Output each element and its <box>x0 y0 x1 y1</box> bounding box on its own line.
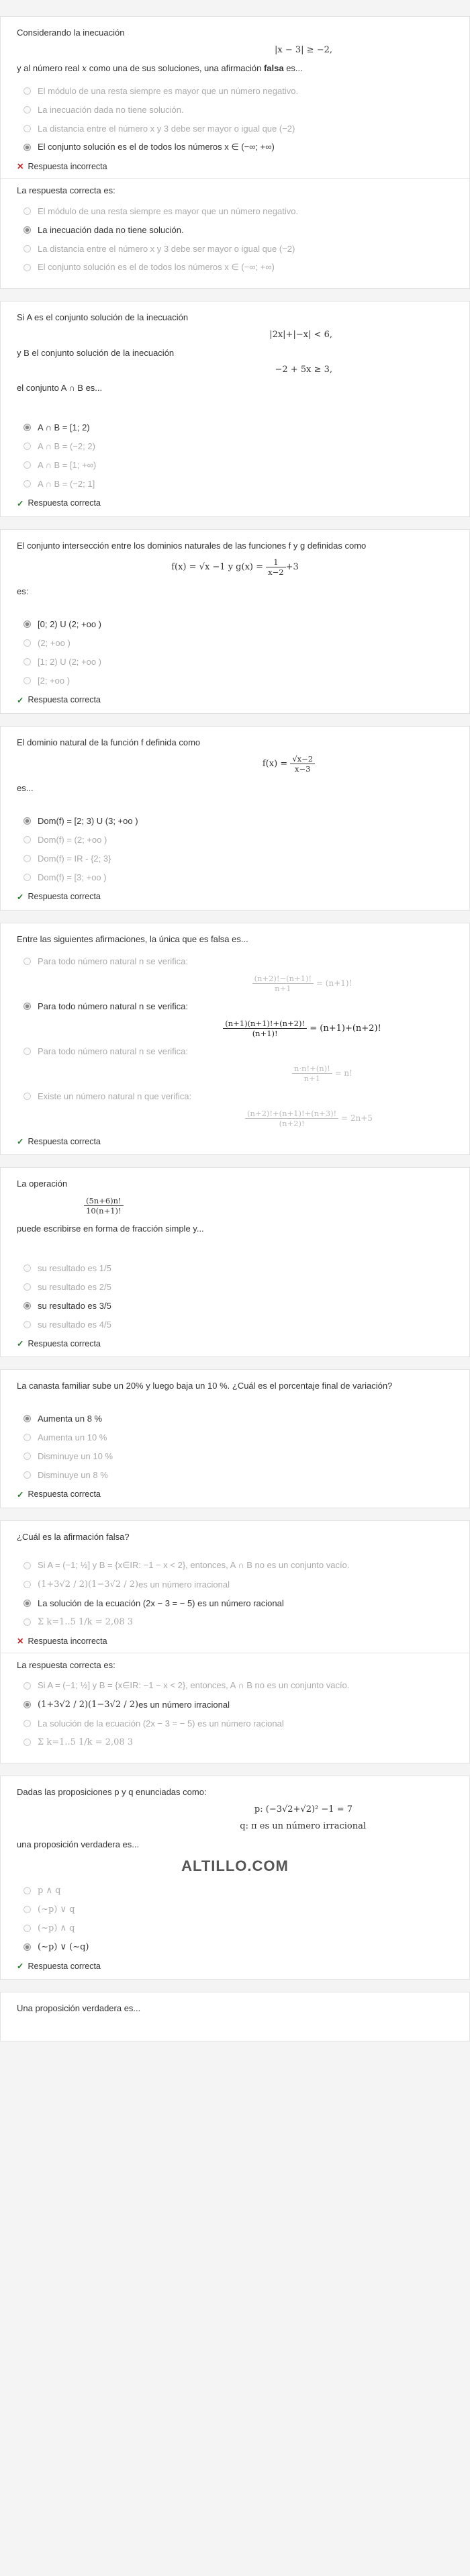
option-label: Dom(f) = [3; +oo ) <box>38 872 107 882</box>
answer-option-selected[interactable] <box>23 1299 453 1312</box>
formula-part: = (n+1)! <box>316 978 352 988</box>
result-status <box>17 1489 453 1500</box>
option-label: Para todo número natural n se verifica: <box>38 1001 189 1011</box>
answer-options <box>17 815 453 884</box>
question-prompt: una proposición verdadera es... <box>17 1839 140 1849</box>
answer-option[interactable] <box>23 1903 453 1915</box>
question-text: ¿Cuál es la afirmación falsa? <box>17 1531 130 1542</box>
radio-button[interactable] <box>23 1434 31 1441</box>
radio-button <box>23 264 31 271</box>
radio-button <box>23 1682 31 1690</box>
answer-options <box>17 1413 453 1481</box>
fraction <box>292 1064 332 1083</box>
check-icon: ✓ <box>17 1137 24 1146</box>
answer-option[interactable] <box>23 1090 453 1102</box>
option-label: Aumenta un 8 % <box>38 1414 103 1424</box>
answer-option-selected[interactable] <box>23 1941 453 1953</box>
option-label: A ∩ B = [1; +∞) <box>38 460 97 470</box>
answer-option[interactable] <box>23 85 453 97</box>
question-card-1 <box>0 16 470 289</box>
answer-option <box>23 242 453 255</box>
radio-button[interactable] <box>23 1471 31 1479</box>
correct-answer-title: La respuesta correcta es: <box>17 185 115 195</box>
option-label: Dom(f) = [2; 3) U (3; +oo ) <box>38 816 138 826</box>
option-label: El conjunto solución es el de todos los números x ∈ (−∞; +∞) <box>38 262 275 272</box>
radio-button[interactable] <box>23 443 31 450</box>
proposition-q: q: π es un número irracional <box>240 1821 366 1831</box>
prompt-emphasis: falsa <box>263 62 284 73</box>
denominator: 10(n+1)! <box>86 1205 122 1215</box>
option-formula: Σ k=1..5 1/k = 2,08 3 <box>38 1737 134 1747</box>
option-label: Dom(f) = (2; +oo ) <box>38 835 107 845</box>
radio-button[interactable] <box>23 855 31 862</box>
status-text: Respuesta correcta <box>28 1338 101 1348</box>
option-label: Dom(f) = IR - {2; 3} <box>38 854 111 864</box>
correct-answer-title: La respuesta correcta es: <box>17 1660 115 1670</box>
answer-option[interactable] <box>23 637 453 649</box>
radio-button[interactable] <box>23 461 31 469</box>
check-icon: ✓ <box>17 1962 24 1971</box>
fraction <box>223 1019 307 1038</box>
cross-icon: ✕ <box>17 1637 24 1646</box>
radio-button[interactable] <box>23 1264 31 1272</box>
radio-button[interactable] <box>23 87 31 95</box>
radio-button[interactable] <box>23 836 31 843</box>
formula-part: = n! <box>334 1068 352 1078</box>
status-text: Respuesta correcta <box>28 892 101 901</box>
answer-option[interactable] <box>23 853 453 865</box>
option-label: (~p) ∨ (~q) <box>38 1941 89 1952</box>
radio-button[interactable] <box>23 620 31 628</box>
radio-button[interactable] <box>23 958 31 965</box>
question-card-7 <box>0 1369 470 1508</box>
option-label: Si A = (−1; ½] y B = {x∈IR: −1 − x < 2}, entonces, A ∩ B no es un conjunto vacío. <box>38 1560 350 1570</box>
radio-button[interactable] <box>23 1906 31 1913</box>
result-status <box>17 1636 453 1646</box>
fraction <box>245 1109 338 1128</box>
question-card-8 <box>0 1520 470 1764</box>
question-card-3 <box>0 529 470 714</box>
option-formula <box>17 1019 453 1038</box>
radio-button <box>23 1701 31 1708</box>
option-formula <box>17 974 453 993</box>
answer-option[interactable] <box>23 122 453 134</box>
radio-button[interactable] <box>23 144 31 151</box>
option-label: A ∩ B = (−2; 2) <box>38 441 95 451</box>
radio-button <box>23 226 31 234</box>
question-text: Considerando la inecuación <box>17 28 125 38</box>
answer-option[interactable] <box>23 1469 453 1481</box>
status-text: Respuesta correcta <box>28 1489 101 1499</box>
answer-option-selected[interactable] <box>23 815 453 827</box>
option-label: su resultado es 3/5 <box>38 1300 111 1311</box>
check-icon: ✓ <box>17 695 24 705</box>
denominator: n+1 <box>303 1074 321 1083</box>
question-text: La canasta familiar sube un 20% y luego baja un 10 %. ¿Cuál es el porcentaje final de variación? <box>17 1381 393 1391</box>
option-label: El módulo de una resta siempre es mayor que un número negativo. <box>38 85 299 96</box>
option-label: Existe un número natural n que verifica: <box>38 1091 192 1101</box>
formula-part: f(x) = √x −1 y g(x) = <box>171 562 267 572</box>
answer-option[interactable] <box>23 1616 453 1628</box>
answer-options <box>17 955 453 1128</box>
answer-option[interactable] <box>23 103 453 116</box>
radio-button[interactable] <box>23 1093 31 1100</box>
result-status <box>17 498 453 508</box>
option-formula <box>17 1109 453 1128</box>
answer-option[interactable] <box>23 1451 453 1463</box>
option-label: La distancia entre el número x y 3 debe ser mayor o igual que (−2) <box>38 123 295 134</box>
radio-button[interactable] <box>23 1453 31 1460</box>
answer-options <box>17 422 453 490</box>
radio-button[interactable] <box>23 1048 31 1055</box>
answer-option-correct <box>23 224 453 236</box>
check-icon: ✓ <box>17 1339 24 1348</box>
option-label: Si A = (−1; ½] y B = {x∈IR: −1 − x < 2}, entonces, A ∩ B no es un conjunto vacío. <box>38 1680 350 1690</box>
answer-option-selected[interactable] <box>23 141 453 153</box>
answer-options <box>17 618 453 687</box>
answer-option[interactable] <box>23 834 453 846</box>
numerator: 1 <box>266 557 285 567</box>
question-formula <box>17 1196 453 1215</box>
fraction <box>266 557 285 577</box>
radio-button[interactable] <box>23 677 31 684</box>
answer-option <box>23 1736 453 1748</box>
check-icon: ✓ <box>17 1489 24 1500</box>
radio-button[interactable] <box>23 480 31 488</box>
question-card-6 <box>0 1167 470 1357</box>
option-label: su resultado es 2/5 <box>38 1281 111 1292</box>
radio-button[interactable] <box>23 424 31 431</box>
prompt-variable: x <box>81 63 87 74</box>
answer-option[interactable] <box>23 1045 453 1057</box>
option-label: [1; 2) U (2; +oo ) <box>38 657 102 667</box>
radio-button[interactable] <box>23 1283 31 1291</box>
radio-button <box>23 245 31 252</box>
radio-button[interactable] <box>23 658 31 665</box>
answer-option[interactable] <box>23 1559 453 1571</box>
radio-button[interactable] <box>23 1321 31 1328</box>
fraction <box>290 754 315 774</box>
option-label: [0; 2) U (2; +oo ) <box>38 619 102 629</box>
answer-options <box>17 1262 453 1330</box>
formula-part: f(x) = <box>262 759 291 769</box>
option-label: (~p) ∨ q <box>38 1904 75 1915</box>
option-label: p ∧ q <box>38 1885 61 1896</box>
status-text: Respuesta incorrecta <box>28 1636 107 1646</box>
option-formula: (1+3√2 / 2)(1−3√2 / 2) <box>38 1579 139 1590</box>
option-label: La inecuación dada no tiene solución. <box>38 224 184 235</box>
question-formula <box>17 557 453 577</box>
radio-button[interactable] <box>23 817 31 825</box>
option-formula <box>17 1064 453 1083</box>
option-label: A ∩ B = (−2; 1] <box>38 479 95 489</box>
radio-button[interactable] <box>23 1302 31 1309</box>
question-prompt <box>17 62 453 76</box>
answer-option[interactable] <box>23 1262 453 1274</box>
numerator: n·n!+(n)! <box>292 1064 332 1074</box>
result-status <box>17 892 453 902</box>
option-formula: Σ k=1..5 1/k = 2,08 3 <box>38 1616 134 1627</box>
radio-button[interactable] <box>23 1003 31 1010</box>
radio-button[interactable] <box>23 639 31 647</box>
formula-part: (−3√2+√2)² −1 = 7 <box>265 1804 352 1814</box>
answer-options <box>17 1884 453 1953</box>
question-prompt: el conjunto A ∩ B es... <box>17 383 103 393</box>
question-card-10 <box>0 1992 470 2041</box>
denominator: (n+1)! <box>252 1029 278 1038</box>
option-label: Disminuye un 8 % <box>38 1470 108 1480</box>
question-prompt: es... <box>17 783 34 793</box>
check-icon: ✓ <box>17 498 24 508</box>
option-label: Disminuye un 10 % <box>38 1451 113 1461</box>
question-text: Una proposición verdadera es... <box>17 2003 141 2013</box>
question-text: El conjunto intersección entre los dominios naturales de las funciones f y g definidas como <box>17 540 367 551</box>
answer-option[interactable] <box>23 656 453 668</box>
option-label: La solución de la ecuación (2x − 3 = − 5) es un número racional <box>38 1718 284 1729</box>
option-label: es un número irracional <box>138 1579 230 1590</box>
correct-answer-options <box>17 205 453 273</box>
correct-answer-options <box>17 1680 453 1748</box>
answer-option[interactable] <box>23 459 453 471</box>
option-label: La distancia entre el número x y 3 debe ser mayor o igual que (−2) <box>38 243 295 254</box>
answer-options <box>17 1559 453 1628</box>
option-label: es un número irracional <box>138 1699 230 1710</box>
option-label: A ∩ B = [1; 2) <box>38 422 90 432</box>
question-card-2 <box>0 301 470 517</box>
option-label: [2; +oo ) <box>38 676 70 686</box>
fraction <box>84 1196 124 1215</box>
numerator: (5n+6)n! <box>84 1196 124 1206</box>
answer-option[interactable] <box>23 1884 453 1896</box>
answer-option[interactable] <box>23 1432 453 1444</box>
answer-options <box>17 85 453 153</box>
radio-button[interactable] <box>23 106 31 113</box>
option-label: La solución de la ecuación (2x − 3 = − 5) es un número racional <box>38 1598 284 1608</box>
cross-icon: ✕ <box>17 162 24 171</box>
question-formula: |x − 3| ≥ −2, <box>275 44 332 55</box>
radio-button[interactable] <box>23 125 31 132</box>
option-label: La inecuación dada no tiene solución. <box>38 104 184 115</box>
check-icon: ✓ <box>17 892 24 902</box>
question-card-4 <box>0 726 470 911</box>
fraction <box>252 974 314 993</box>
question-text: El dominio natural de la función f definida como <box>17 737 201 747</box>
question-card-9 <box>0 1776 470 1980</box>
radio-button[interactable] <box>23 1600 31 1607</box>
radio-button[interactable] <box>23 1415 31 1422</box>
numerator: (n+1)(n+1)!+(n+2)! <box>223 1019 307 1029</box>
status-text: Respuesta correcta <box>28 1136 101 1146</box>
option-label: El módulo de una resta siempre es mayor que un número negativo. <box>38 205 299 216</box>
proposition-p <box>17 1804 453 1814</box>
question-text: Si A es el conjunto solución de la inecuación <box>17 312 189 322</box>
answer-option[interactable] <box>23 675 453 687</box>
question-text: y B el conjunto solución de la inecuación <box>17 347 175 358</box>
question-text: La operación <box>17 1179 68 1189</box>
question-text: Entre las siguientes afirmaciones, la única que es falsa es... <box>17 933 248 944</box>
option-label: Aumenta un 10 % <box>38 1432 107 1442</box>
answer-option-selected[interactable] <box>23 1597 453 1609</box>
question-formula: |2x|+|−x| < 6, <box>269 329 332 340</box>
divider <box>1 178 469 179</box>
denominator: n+1 <box>275 984 291 993</box>
radio-button[interactable] <box>23 1581 31 1588</box>
result-status <box>17 1136 453 1146</box>
question-prompt: es: <box>17 586 29 596</box>
answer-option[interactable] <box>23 955 453 967</box>
radio-button <box>23 208 31 215</box>
watermark-logo: ALTILLO.COM <box>181 1857 289 1874</box>
radio-button[interactable] <box>23 1925 31 1932</box>
option-label: Para todo número natural n se verifica: <box>38 1046 189 1056</box>
prompt-part: es... <box>283 62 303 73</box>
radio-button <box>23 1739 31 1746</box>
question-text: Dadas las proposiciones p y q enunciadas como: <box>17 1787 207 1797</box>
radio-button[interactable] <box>23 1562 31 1569</box>
result-status <box>17 1338 453 1348</box>
answer-option-selected[interactable] <box>23 618 453 631</box>
radio-button[interactable] <box>23 874 31 881</box>
answer-option[interactable] <box>23 1318 453 1330</box>
question-prompt: puede escribirse en forma de fracción simple y... <box>17 1223 204 1234</box>
formula-part: = (n+1)+(n+2)! <box>310 1023 381 1033</box>
option-label: (2; +oo ) <box>38 638 70 648</box>
answer-option-correct <box>23 1698 453 1710</box>
answer-option[interactable] <box>23 1922 453 1934</box>
answer-option[interactable] <box>23 872 453 884</box>
option-label: El conjunto solución es el de todos los números x ∈ (−∞; +∞) <box>38 142 275 152</box>
prompt-part: y al número real <box>17 62 82 73</box>
answer-option[interactable] <box>23 1578 453 1590</box>
result-status <box>17 1961 453 1971</box>
answer-option <box>23 1680 453 1692</box>
question-card-5 <box>0 923 470 1156</box>
numerator: (n+2)!+(n+1)!+(n+3)! <box>245 1109 338 1119</box>
option-label: su resultado es 1/5 <box>38 1262 111 1273</box>
status-text: Respuesta correcta <box>28 1961 101 1971</box>
option-label: su resultado es 4/5 <box>38 1319 111 1330</box>
numerator: √x−2 <box>290 754 315 764</box>
formula-part: = 2n+5 <box>341 1113 373 1123</box>
answer-option[interactable] <box>23 441 453 453</box>
result-status <box>17 695 453 705</box>
option-label: Para todo número natural n se verifica: <box>38 956 189 966</box>
answer-option-selected[interactable] <box>23 422 453 434</box>
denominator: x−3 <box>294 764 311 774</box>
radio-button <box>23 1720 31 1727</box>
status-text: Respuesta correcta <box>28 695 101 704</box>
prompt-part: como una de sus soluciones, una afirmación <box>87 62 264 73</box>
answer-option[interactable] <box>23 478 453 490</box>
answer-option <box>23 1717 453 1729</box>
numerator: (n+2)!−(n+1)! <box>252 974 314 984</box>
answer-option <box>23 261 453 273</box>
formula-part: +3 <box>285 562 299 572</box>
denominator: x−2 <box>268 567 284 577</box>
option-formula: (1+3√2 / 2)(1−3√2 / 2) <box>38 1699 139 1710</box>
radio-button[interactable] <box>23 1618 31 1626</box>
status-text: Respuesta incorrecta <box>28 161 107 171</box>
answer-option <box>23 205 453 217</box>
answer-option-selected[interactable] <box>23 1413 453 1425</box>
denominator: (n+2)! <box>279 1119 305 1128</box>
result-status <box>17 161 453 171</box>
question-formula <box>17 754 453 774</box>
question-formula: −2 + 5x ≥ 3, <box>275 365 332 375</box>
status-text: Respuesta correcta <box>28 498 101 508</box>
answer-option-selected[interactable] <box>23 1000 453 1012</box>
radio-button[interactable] <box>23 1943 31 1951</box>
answer-option[interactable] <box>23 1281 453 1293</box>
formula-part: p: <box>254 1804 266 1814</box>
option-label: (~p) ∧ q <box>38 1923 75 1933</box>
radio-button[interactable] <box>23 1887 31 1894</box>
